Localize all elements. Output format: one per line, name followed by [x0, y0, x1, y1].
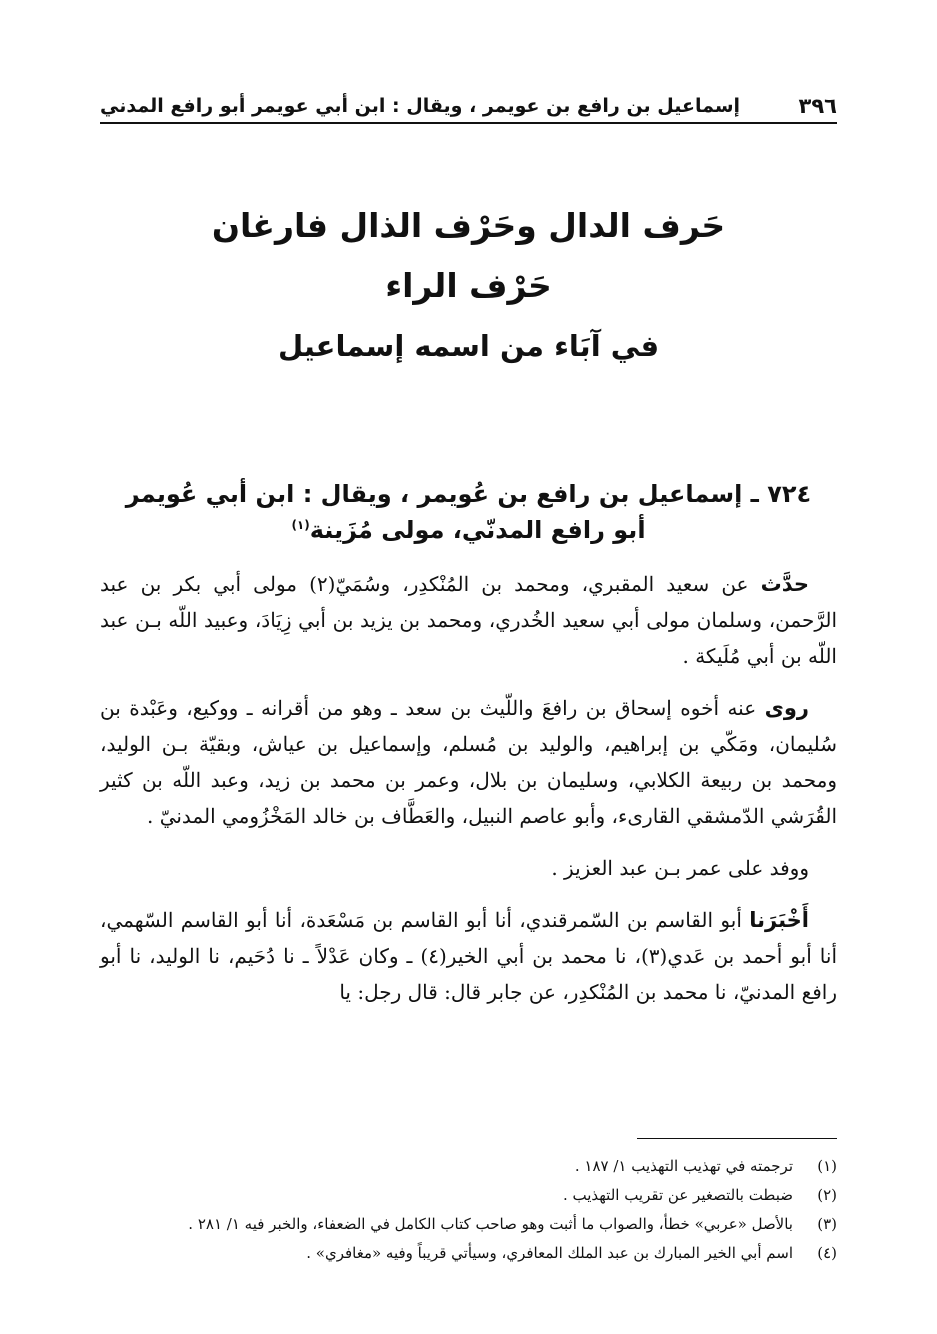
- paragraph-narrators: [100, 690, 837, 834]
- paragraph-text: عنه أخوه إسحاق بن رافعَ واللّيث بن سعد ـ وهو من أقرانه ـ ووكيع، وعَبْدة بن سُليمان، ومَكّي بن إبراهيم، والوليد بن مُسلم، وإسماعيل بن عياش، وبقيّة بـن الوليد، ومحمد بن ربيعة الكلابي، وسليمان بن بلال، وعمر بن محمد بن زيد، وعبد اللّه بن كثير القُرَشي الدّمشقي القارىء، وأبو عاصم النبيل، والعَطَّاف بن خالد المَخْزُومي المدنيّ .: [100, 696, 837, 828]
- footnote-item: [100, 1210, 837, 1239]
- paragraph-visit: [100, 850, 837, 886]
- paragraph-lead: أَخْبَرَنا: [749, 908, 809, 932]
- footnote-ref: (١): [291, 518, 310, 532]
- footnote-text: ضبطت بالتصغير عن تقريب التهذيب .: [562, 1186, 793, 1204]
- footnote-item: [100, 1239, 837, 1268]
- footnote-text: بالأصل «عربي» خطأ، والصواب ما أثبت وهو صاحب كتاب الكامل في الضعفاء، والخبر فيه ١/ ٢٨١ .: [188, 1215, 793, 1233]
- paragraph-lead: حدَّث: [760, 572, 809, 596]
- section-heading-letters-dal-dhal: حَرف الدال وحَرْف الذال فارغان: [211, 206, 726, 245]
- footnote-item: [100, 1181, 837, 1210]
- section-subheading: في آبَاء من اسمه إسماعيل: [277, 329, 660, 363]
- footnote-number: (٤): [817, 1244, 837, 1262]
- page-number: ٣٩٦: [798, 94, 837, 118]
- footnote-number: (٢): [817, 1186, 837, 1204]
- footnotes: [100, 1152, 837, 1268]
- footnote-number: (١): [817, 1157, 837, 1175]
- running-title: إسماعيل بن رافع بن عويمر ، ويقال : ابن أبي عويمر أبو رافع المدني: [100, 95, 741, 117]
- footnote-number: (٣): [817, 1215, 837, 1233]
- entry-title-line-2-text: أبو رافع المدنّي، مولى مُزَينة: [309, 516, 646, 544]
- paragraph-lead: روى: [764, 696, 809, 720]
- paragraph-narrated: [100, 566, 837, 674]
- footnote-text: اسم أبي الخير المبارك بن عبد الملك المعافري، وسيأتي قريباً وفيه «مغافري» .: [306, 1244, 793, 1262]
- footnote-divider: [637, 1138, 837, 1139]
- entry-title-line-1: ٧٢٤ ـ إسماعيل بن رافع بن عُويمر ، ويقال : ابن أبي عُويمر: [125, 480, 812, 508]
- paragraph-text: عن سعيد المقبري، ومحمد بن المُنْكدِر، وسُمَيّ(٢) مولى أبي بكر بن عبد الرَّحمن، وسلمان مولى أبي سعيد الخُدري، ومحمد بن يزيد بن أبي زِيَادَ، وعبيد اللّه بـن عبد اللّه بن أبي مُلَيكة .: [100, 572, 837, 668]
- paragraph-isnad: [100, 902, 837, 1010]
- footnote-item: [100, 1152, 837, 1181]
- running-head: [100, 82, 837, 124]
- paragraph-text: أبو القاسم بن السّمرقندي، أنا أبو القاسم بن مَسْعَدة، أنا أبو القاسم السّهمي، أنا أبو أحمد بن عَدي(٣)، نا محمد بن أبي الخير(٤) ـ وكان عَدْلاً ـ نا دُحَيم، نا الوليد، نا أبو رافع المدنيّ، نا محمد بن المُنْكدِر، عن جابر قال: قال رجل: يا: [100, 908, 838, 1004]
- body-text: [100, 566, 837, 1026]
- paragraph-text: ووفد على عمر بـن عبد العزيز .: [551, 856, 809, 880]
- entry-title-line-2: [100, 514, 837, 546]
- footnote-text: ترجمته في تهذيب التهذيب ١/ ١٨٧ .: [574, 1157, 793, 1175]
- section-heading-letter-ra: حَرْف الراء: [385, 266, 552, 305]
